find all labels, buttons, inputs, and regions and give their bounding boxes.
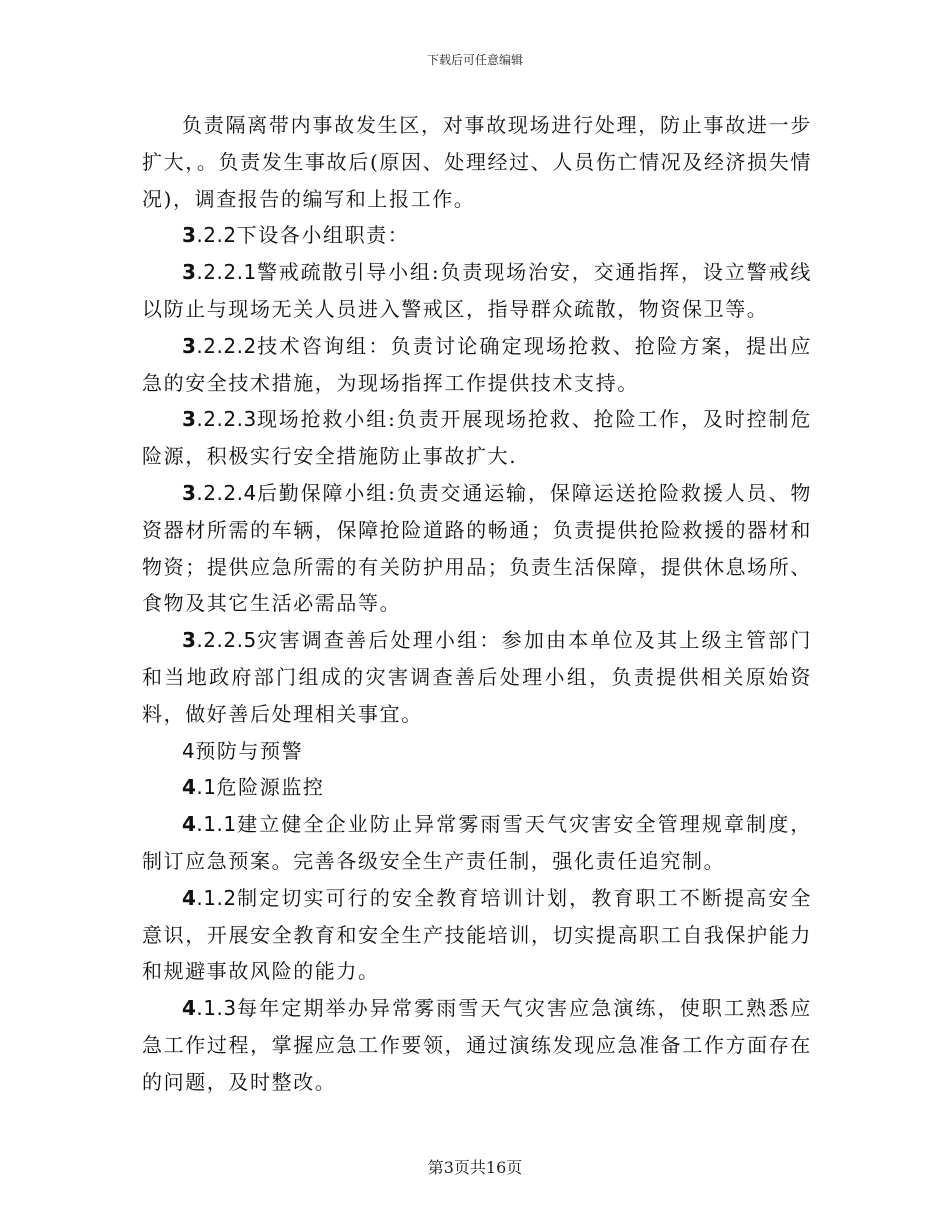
paragraph-text: 下设各小组职责： — [236, 223, 410, 248]
paragraph-text: 建立健全企业防止异常雾雨雪天气灾害安全管理规章制度，制订应急预案。完善各级安全生产责任制，强化责任追究制。 — [142, 812, 812, 873]
section-number-lead: 3 — [182, 223, 197, 248]
section-number-lead: 4 — [182, 775, 197, 800]
document-body — [142, 107, 812, 1101]
section-number-lead: 3 — [182, 260, 197, 285]
section-number: .2.2.5 — [196, 628, 257, 653]
paragraph-text: 每年定期举办异常雾雨雪天气灾害应急演练，使职工熟悉应急工作过程，掌握应急工作要领，通过演练发现应急准备工作方面存在的问题，及时整改。 — [142, 996, 812, 1094]
paragraph — [142, 107, 812, 217]
paragraph — [142, 990, 812, 1100]
section-number-lead: 3 — [182, 628, 197, 653]
section-number: .2.2 — [196, 223, 237, 248]
section-number: .2.2.2 — [196, 333, 257, 358]
section-number-lead: 3 — [182, 407, 197, 432]
section-number-lead: 4 — [182, 812, 197, 837]
paragraph-text: 制定切实可行的安全教育培训计划，教育职工不断提高安全意识，开展安全教育和安全生产技能培训，切实提高职工自我保护能力和规避事故风险的能力。 — [142, 885, 812, 984]
section-number: .1 — [196, 775, 217, 800]
paragraph — [142, 254, 812, 328]
paragraph-text: 警戒疏散引导小组:负责现场治安，交通指挥，设立警戒线以防止与现场无关人员进入警戒区，指导群众疏散，物资保卫等。 — [142, 260, 812, 321]
paragraph-text: 现场抢救小组:负责开展现场抢救、抢险工作，及时控制危险源，积极实行安全措施防止事故扩大. — [142, 407, 812, 469]
section-number: .2.2.1 — [196, 260, 257, 285]
paragraph — [142, 217, 812, 254]
paragraph-text: 负责隔离带内事故发生区，对事故现场进行处理，防止事故进一步扩大，。负责发生事故后(原因、处理经过、人员伤亡情况及经济损失情况)，调查报告的编写和上报工作。 — [142, 113, 812, 211]
paragraph — [142, 328, 812, 402]
page-header: 下载后可任意编辑 — [426, 53, 523, 67]
paragraph-text: 后勤保障小组:负责交通运输，保障运送抢险救援人员、物资器材所需的车辆，保障抢险道路的畅通；负责提供抢险救援的器材和物资；提供应急所需的有关防护用品；负责生活保障，提供休息场所、食物及其它生活必需品等。 — [142, 480, 812, 616]
subsection-heading — [142, 769, 812, 806]
paragraph-text: 技术咨询组：负责讨论确定现场抢救、抢险方案，提出应急的安全技术措施，为现场指挥工作提供技术支持。 — [142, 333, 812, 395]
section-number: .2.2.3 — [196, 407, 257, 432]
section-heading — [142, 733, 812, 770]
section-heading-text: 预防与预警 — [195, 738, 304, 763]
section-number-lead: 4 — [182, 885, 197, 910]
section-number-lead: 3 — [182, 333, 197, 358]
section-number-lead: 3 — [182, 480, 197, 505]
section-number: 4 — [182, 738, 196, 763]
section-number-lead: 4 — [182, 996, 197, 1021]
paragraph — [142, 475, 812, 622]
paragraph — [142, 401, 812, 475]
subsection-heading-text: 危险源监控 — [216, 775, 325, 800]
section-number: .2.2.4 — [196, 480, 257, 505]
paragraph-text: 灾害调查善后处理小组：参加由本单位及其上级主管部门和当地政府部门组成的灾害调查善后处理小组，负责提供相关原始资料，做好善后处理相关事宜。 — [142, 628, 812, 726]
paragraph — [142, 880, 812, 990]
section-number: .1.3 — [196, 996, 237, 1021]
section-number: .1.1 — [196, 812, 237, 837]
section-number: .1.2 — [196, 885, 237, 910]
paragraph — [142, 622, 812, 732]
paragraph — [142, 806, 812, 880]
page-number: 第3页共16页 — [427, 1158, 523, 1177]
